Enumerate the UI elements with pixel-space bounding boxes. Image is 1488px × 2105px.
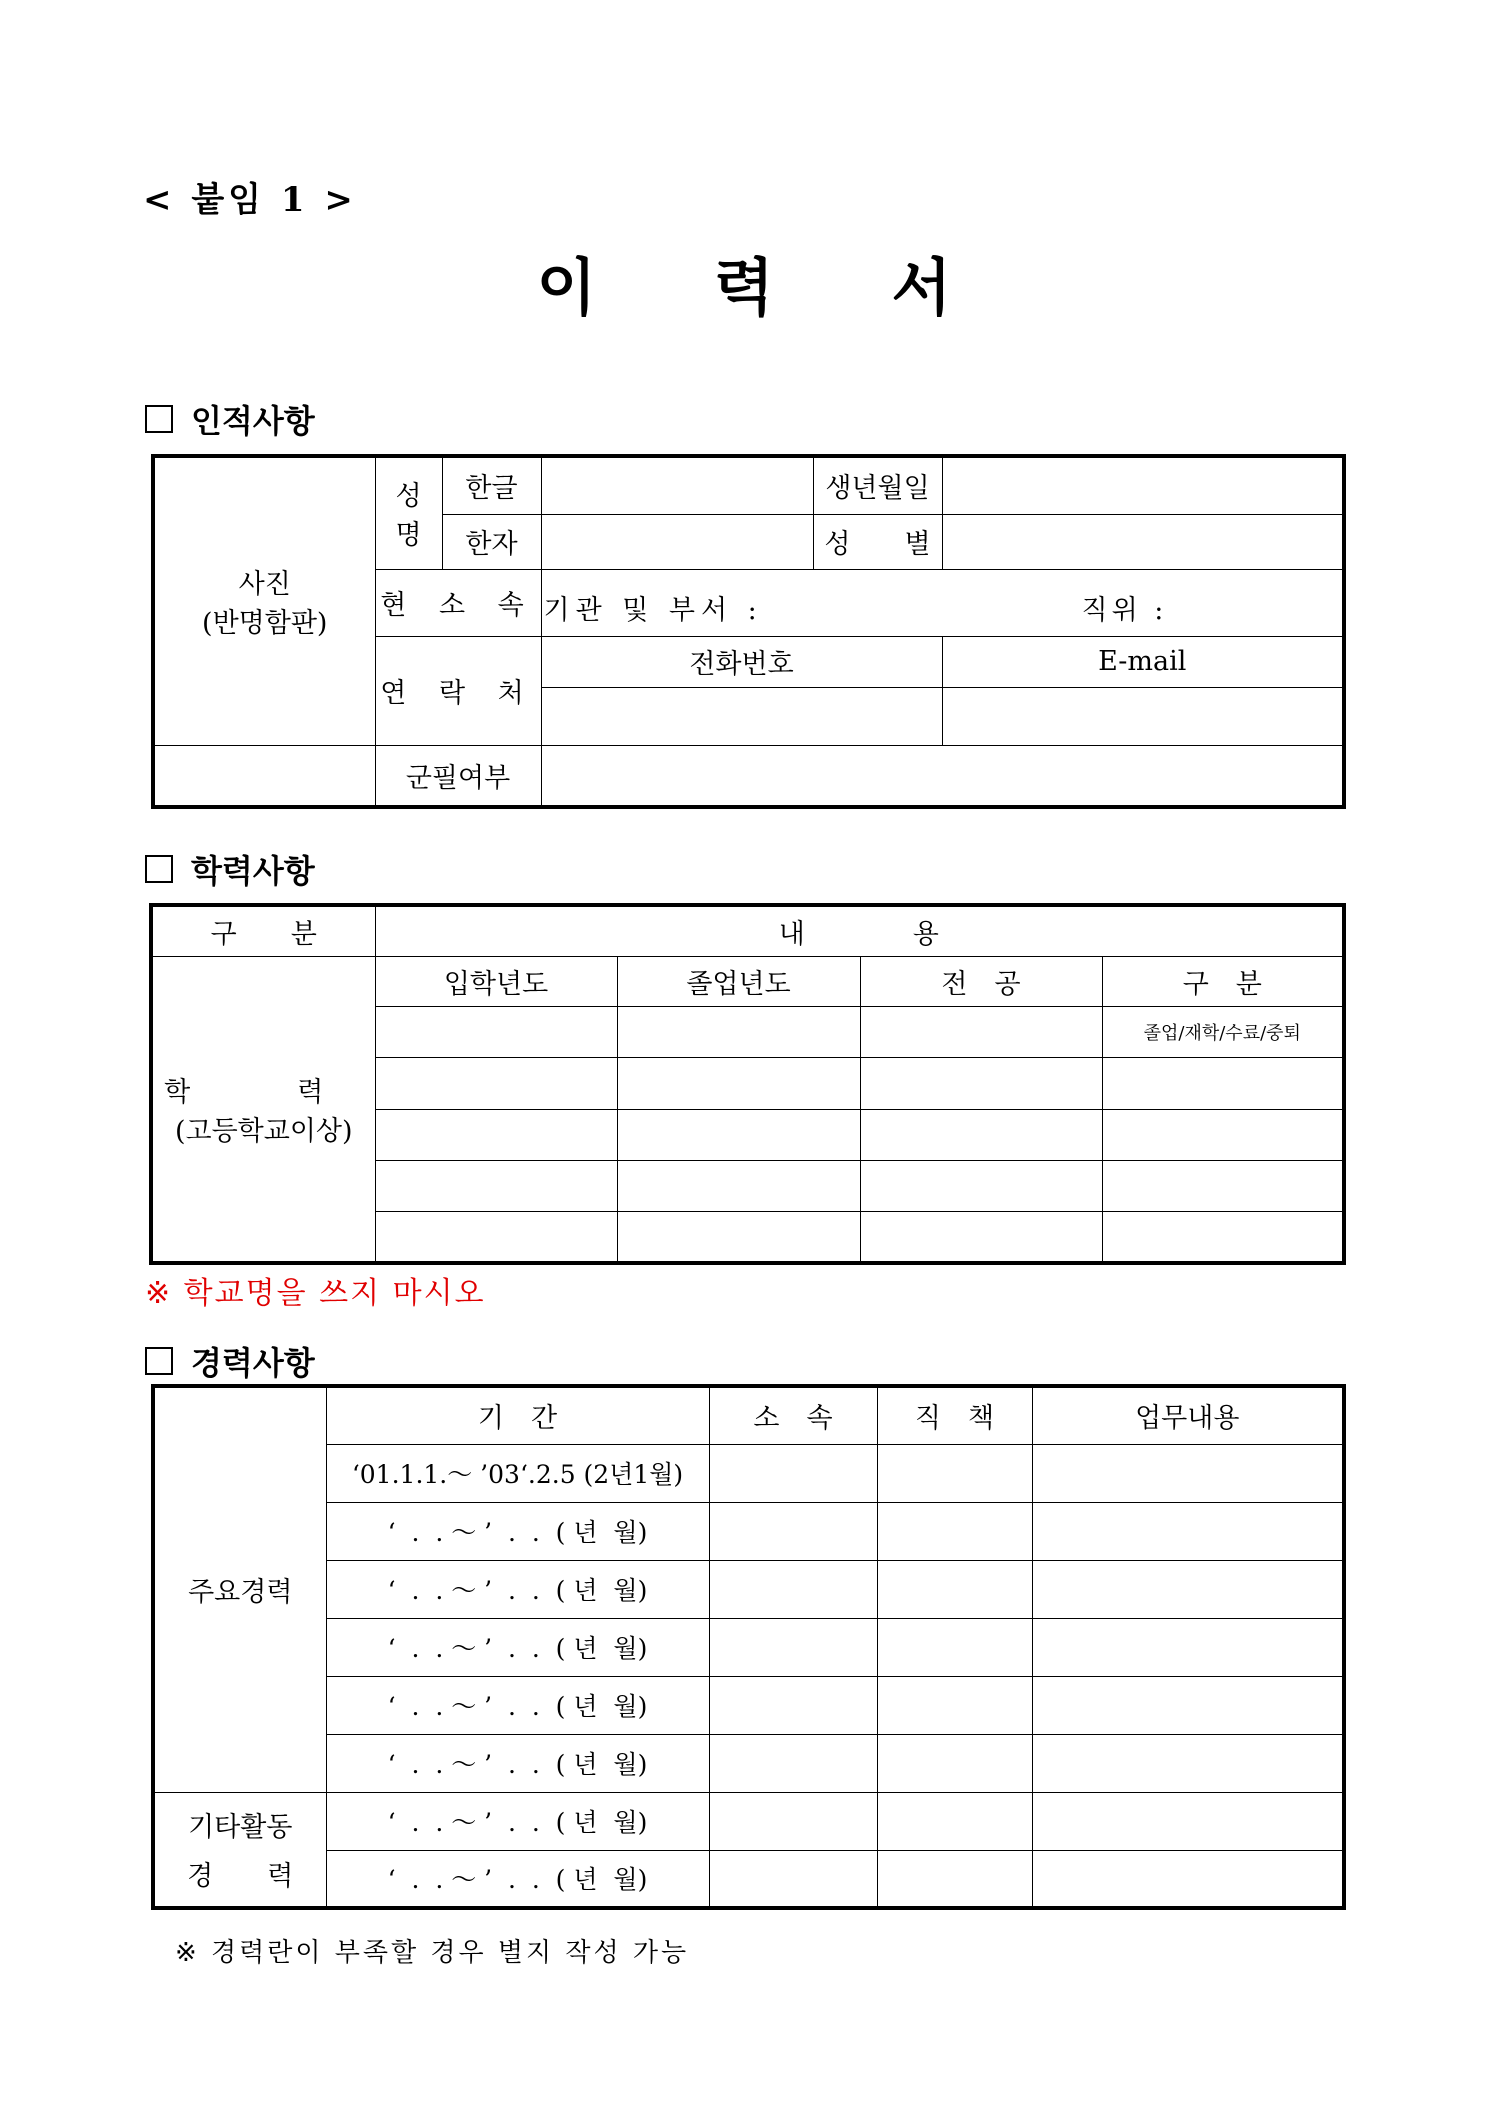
col-header: 기 간 xyxy=(326,1386,709,1444)
duties-field[interactable] xyxy=(1032,1734,1344,1792)
duties-field[interactable] xyxy=(1032,1850,1344,1908)
grad-year-field[interactable] xyxy=(617,1007,860,1058)
photo-cell[interactable] xyxy=(153,456,375,745)
major-field[interactable] xyxy=(860,1160,1102,1211)
period-field[interactable]: ‘ . . ～ ’ . . ( 년 월) xyxy=(326,1850,709,1908)
position-field[interactable] xyxy=(877,1444,1032,1502)
col-header: 전 공 xyxy=(860,956,1102,1006)
table-row xyxy=(153,1502,1344,1560)
section-title: 인적사항 xyxy=(191,402,315,440)
position-field[interactable] xyxy=(877,1502,1032,1560)
personal-info-table xyxy=(151,454,1346,809)
section-personal-heading xyxy=(145,396,315,442)
affiliation-field[interactable] xyxy=(709,1560,877,1618)
status-field[interactable] xyxy=(1102,1109,1344,1160)
main-career-label: 주요경력 xyxy=(153,1386,326,1792)
grad-year-field[interactable] xyxy=(617,1109,860,1160)
blank-cell xyxy=(153,745,375,807)
checkbox-icon xyxy=(145,405,173,433)
career-table xyxy=(151,1384,1346,1910)
status-field[interactable] xyxy=(1102,1058,1344,1109)
email-field[interactable] xyxy=(942,687,1344,745)
photo-sub-label: (반명함판) xyxy=(202,608,328,640)
email-label: E-mail xyxy=(942,636,1344,687)
name-hanja-field[interactable] xyxy=(541,514,813,569)
section-title: 경력사항 xyxy=(191,1344,315,1382)
table-row xyxy=(153,1792,1344,1850)
gender-label: 성 별 xyxy=(813,514,942,569)
name-label xyxy=(375,456,442,569)
education-sub-label: (고등학교이상) xyxy=(174,1115,353,1147)
checkbox-icon xyxy=(145,1347,173,1375)
col-header: 소 속 xyxy=(709,1386,877,1444)
gender-field[interactable] xyxy=(942,514,1344,569)
grad-year-field[interactable] xyxy=(617,1212,860,1263)
hangul-label: 한글 xyxy=(442,456,541,514)
period-field[interactable]: ‘ . . ～ ’ . . ( 년 월) xyxy=(326,1560,709,1618)
phone-label: 전화번호 xyxy=(541,636,942,687)
title-char: 이 xyxy=(536,251,597,324)
birth-date-field[interactable] xyxy=(942,456,1344,514)
school-name-warning: ※ 학교명을 쓰지 마시오 xyxy=(145,1276,486,1311)
affiliation-label: 현 소 속 xyxy=(375,569,541,636)
table-row xyxy=(153,1850,1344,1908)
military-field[interactable] xyxy=(541,745,1344,807)
status-field[interactable] xyxy=(1102,1212,1344,1263)
position-field[interactable] xyxy=(877,1618,1032,1676)
section-career-heading xyxy=(145,1338,315,1384)
education-label: 학 력 xyxy=(164,1076,364,1108)
table-row xyxy=(153,1676,1344,1734)
major-field[interactable] xyxy=(860,1058,1102,1109)
affiliation-field[interactable] xyxy=(709,1676,877,1734)
name-label-char: 명 xyxy=(395,520,422,552)
affiliation-field[interactable] xyxy=(541,569,1344,636)
table-row xyxy=(153,1734,1344,1792)
duties-field[interactable] xyxy=(1032,1618,1344,1676)
affiliation-field[interactable] xyxy=(709,1618,877,1676)
status-field[interactable] xyxy=(1102,1160,1344,1211)
period-field[interactable]: ‘01.1.1.～ ’03‘.2.5 (2년1월) xyxy=(326,1444,709,1502)
col-header: 직 책 xyxy=(877,1386,1032,1444)
position-field[interactable] xyxy=(877,1560,1032,1618)
section-education-heading xyxy=(145,846,315,892)
hanja-label: 한자 xyxy=(442,514,541,569)
org-dept-label: 기관 및 부서 : xyxy=(543,594,763,626)
affiliation-field[interactable] xyxy=(709,1734,877,1792)
affiliation-field[interactable] xyxy=(709,1444,877,1502)
military-label: 군필여부 xyxy=(375,745,541,807)
name-label-char: 성 xyxy=(395,481,422,513)
other-career-label-line: 기타활동 xyxy=(188,1812,293,1844)
col-header: 입학년도 xyxy=(375,956,617,1006)
title-char: 력 xyxy=(714,251,774,324)
grad-year-field[interactable] xyxy=(617,1058,860,1109)
major-field[interactable] xyxy=(860,1109,1102,1160)
title-char: 서 xyxy=(891,251,952,324)
position-field[interactable] xyxy=(877,1676,1032,1734)
affiliation-field[interactable] xyxy=(709,1792,877,1850)
position-field[interactable] xyxy=(877,1792,1032,1850)
name-hangul-field[interactable] xyxy=(541,456,813,514)
page-title xyxy=(0,238,1488,327)
entry-year-field[interactable] xyxy=(375,1109,617,1160)
photo-label: 사진 xyxy=(238,569,291,601)
category-header: 구 분 xyxy=(151,905,375,956)
other-career-label-line: 경 력 xyxy=(187,1861,294,1893)
content-header: 내 용 xyxy=(375,905,1344,956)
table-row xyxy=(153,1444,1344,1502)
other-career-label xyxy=(153,1792,326,1908)
education-table xyxy=(149,903,1346,1265)
major-field[interactable] xyxy=(860,1007,1102,1058)
period-field[interactable]: ‘ . . ～ ’ . . ( 년 월) xyxy=(326,1676,709,1734)
affiliation-field[interactable] xyxy=(709,1850,877,1908)
major-field[interactable] xyxy=(860,1212,1102,1263)
duties-field[interactable] xyxy=(1032,1792,1344,1850)
entry-year-field[interactable] xyxy=(375,1160,617,1211)
position-field[interactable] xyxy=(877,1850,1032,1908)
period-field[interactable]: ‘ . . ～ ’ . . ( 년 월) xyxy=(326,1734,709,1792)
birth-label: 생년월일 xyxy=(813,456,942,514)
attachment-label: < 붙임 1 > xyxy=(143,180,357,220)
section-title: 학력사항 xyxy=(191,852,315,890)
period-field[interactable]: ‘ . . ～ ’ . . ( 년 월) xyxy=(326,1502,709,1560)
table-row xyxy=(153,1560,1344,1618)
col-header: 졸업년도 xyxy=(617,956,860,1006)
col-header: 업무내용 xyxy=(1032,1386,1344,1444)
table-row xyxy=(153,1618,1344,1676)
checkbox-icon xyxy=(145,855,173,883)
grad-year-field[interactable] xyxy=(617,1160,860,1211)
entry-year-field[interactable] xyxy=(375,1007,617,1058)
position-field[interactable] xyxy=(877,1734,1032,1792)
duties-field[interactable] xyxy=(1032,1676,1344,1734)
duties-field[interactable] xyxy=(1032,1502,1344,1560)
period-field[interactable]: ‘ . . ～ ’ . . ( 년 월) xyxy=(326,1792,709,1850)
duties-field[interactable] xyxy=(1032,1444,1344,1502)
career-footnote: ※ 경력란이 부족할 경우 별지 작성 가능 xyxy=(175,1938,690,1968)
entry-year-field[interactable] xyxy=(375,1058,617,1109)
position-label: 직위 : xyxy=(1081,594,1168,626)
education-row-label xyxy=(151,956,375,1263)
contact-label: 연 락 처 xyxy=(375,636,541,745)
entry-year-field[interactable] xyxy=(375,1212,617,1263)
status-hint: 졸업/재학/수료/중퇴 xyxy=(1143,1023,1301,1045)
period-field[interactable]: ‘ . . ～ ’ . . ( 년 월) xyxy=(326,1618,709,1676)
phone-field[interactable] xyxy=(541,687,942,745)
duties-field[interactable] xyxy=(1032,1560,1344,1618)
status-field[interactable] xyxy=(1102,1007,1344,1058)
affiliation-field[interactable] xyxy=(709,1502,877,1560)
col-header: 구 분 xyxy=(1102,956,1344,1006)
